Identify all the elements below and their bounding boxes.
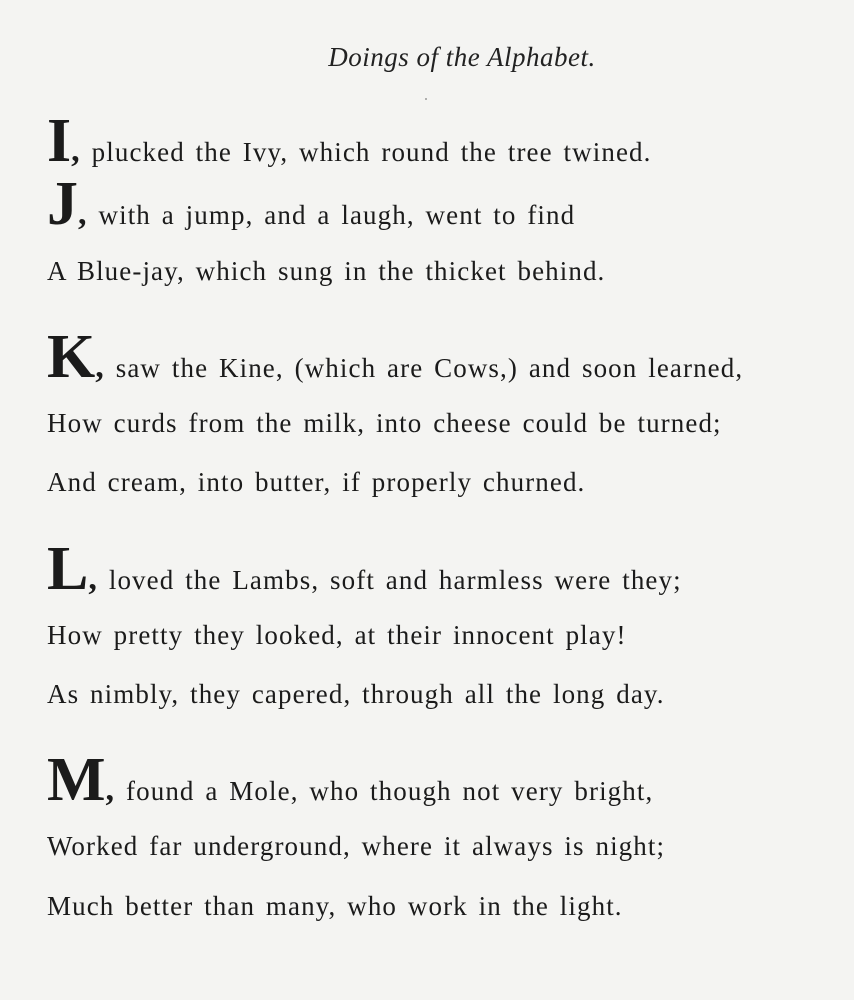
verse-line: How pretty they looked, at their innocent play! [47, 620, 627, 650]
initial-comma: , [78, 195, 87, 232]
initial-comma: , [105, 771, 115, 808]
initial-comma: , [71, 132, 80, 169]
verse-line: Worked far underground, where it always is night; [47, 831, 666, 861]
verse-line-l [47, 535, 682, 603]
verse-text: found a Mole, who though not very bright, [126, 776, 654, 806]
print-speck [425, 98, 427, 100]
verse-line: Much better than many, who work in the light. [47, 891, 623, 921]
verse-line-m [47, 746, 654, 814]
running-header: Doings of the Alphabet. [328, 42, 596, 72]
verse-line-j [47, 170, 576, 238]
verse-line: How curds from the milk, into cheese could be turned; [47, 408, 722, 438]
drop-initial-m: M [47, 746, 106, 814]
verse-text: loved the Lambs, soft and harmless were they; [108, 565, 682, 595]
initial-comma: , [88, 560, 97, 597]
verse-line-i [47, 107, 652, 175]
verse-text: plucked the Ivy, which round the tree twined. [91, 137, 652, 167]
drop-initial-l: L [47, 535, 89, 603]
initial-comma: , [95, 348, 104, 385]
verse-text: saw the Kine, (which are Cows,) and soon learned, [115, 353, 744, 383]
drop-initial-i: I [47, 107, 72, 175]
verse-line: A Blue-jay, which sung in the thicket behind. [47, 256, 606, 286]
drop-initial-j: J [47, 170, 78, 238]
verse-line-k [47, 323, 744, 391]
drop-initial-k: K [47, 323, 96, 391]
verse-line: And cream, into butter, if properly churned. [47, 467, 586, 497]
verse-line: As nimbly, they capered, through all the long day. [47, 679, 665, 709]
verse-text: with a jump, and a laugh, went to find [98, 200, 576, 230]
